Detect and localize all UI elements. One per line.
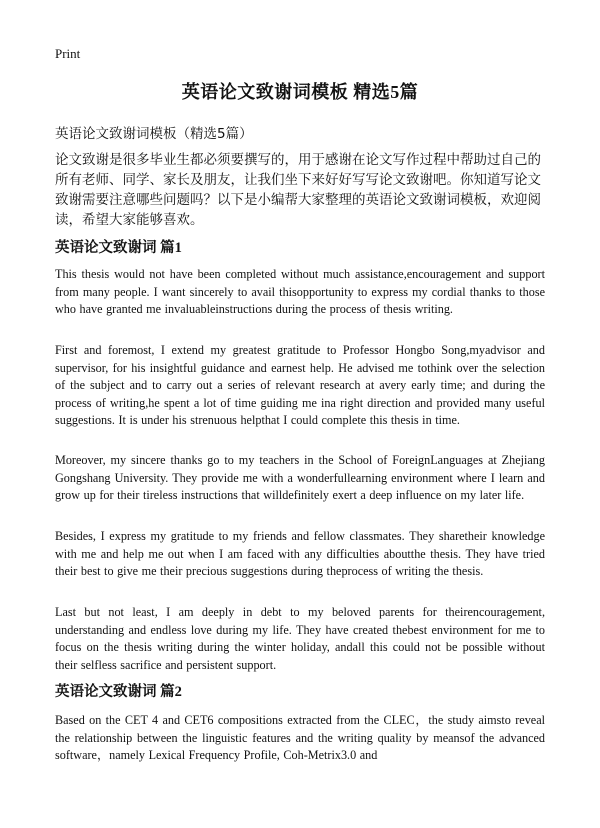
page-title: 英语论文致谢词模板 精选5篇 — [181, 82, 419, 102]
paragraph: Based on the CET 4 and CET6 compositions extracted from the CLEC，the study aimsto reveal the relationship between the linguistic features and the writing quality by meansof the advanced software，namely Lexical Frequency Profile, Coh-Metrix3.0 and — [55, 713, 545, 763]
paragraph: Moreover, my sincere thanks go to my teachers in the School of ForeignLanguages at Zhejiang Gongshang University. They provide me with a wonderfullearning environment where I learn and grow up for their tireless instructions that willdefinitely exert a deep influence on my later life. — [55, 453, 545, 503]
section-heading-1: 英语论文致谢词 篇1 — [55, 240, 182, 256]
section-heading-2: 英语论文致谢词 篇2 — [55, 684, 182, 700]
paragraph: This thesis would not have been completed without much assistance,encouragement and support from many people. I want sincerely to avail thisopportunity to express my cordial thanks to those who have granted me invaluableinstructions during the process of thesis writing. — [55, 267, 545, 317]
intro-paragraph: 论文致谢是很多毕业生都必须要撰写的，用于感谢在论文写作过程中帮助过自己的所有老师、同学、家长及朋友，让我们坐下来好好写写论文致谢吧。你知道写论文致谢需要注意哪些问题吗？以下是小编帮大家整理的英语论文致谢词模板，欢迎阅读，希望大家能够喜欢。 — [55, 152, 541, 228]
paragraph: Last but not least, I am deeply in debt to my beloved parents for theirencouragement, understanding and endless love during my life. They have created thebest environment for me to focus on the thesis writing during the winter holiday, andall this could not be possible without their selfless sacrifice and persistent support. — [55, 605, 545, 672]
paragraph: First and foremost, I extend my greatest gratitude to Professor Hongbo Song,myadvisor and supervisor, for his insightful guidance and earnest help. He advised me tothink over the selection of the subject and to carry out a series of relevant research at avery early time; and during the process of writing,he spent a lot of time guiding me ina right direction and provided many useful suggestions. It is under his strenuous helpthat I could complete this thesis in time. — [55, 343, 545, 428]
print-link[interactable]: Print — [55, 46, 81, 61]
document-subtitle: 英语论文致谢词模板（精选5篇） — [55, 126, 253, 142]
paragraph: Besides, I express my gratitude to my friends and fellow classmates. They sharetheir knowledge with me and help me out when I am faced with any difficulties aboutthe thesis. They have tried their best to give me their precious suggestions during theprocess of writing the thesis. — [55, 529, 545, 579]
